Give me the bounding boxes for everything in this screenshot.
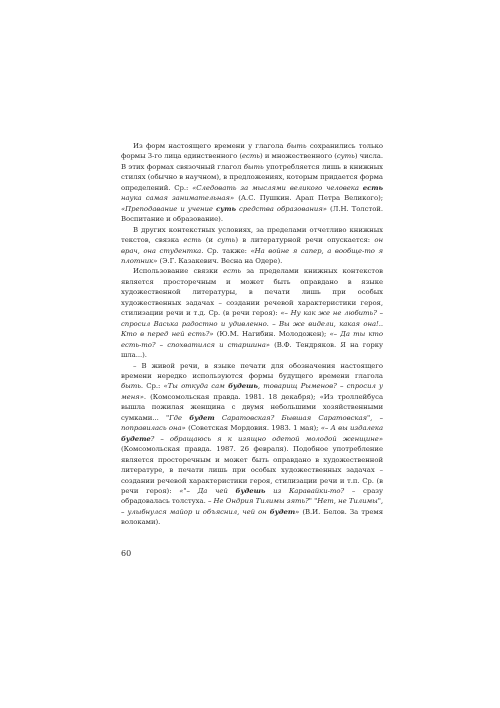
paragraph-4: – В живой речи, в языке печати для обозначения настоящего времени нередко используются формы будущего времени глагола быть. Ср.: «Ты откуда сам будешь, товарищ Рыменов? – спросил у меня». (Комсомольская правда. 1981. 18 декабря); «Из троллейбуса вышла пожилая женщина с двумя небольшими хозяйственными сумками... "Где будет Саратовская? Бывшая Саратовская", – поправилась она» (Советская Мордовия. 1983. 1 мая); «– А вы издалека будете? – обращаюсь я к изящно одетой молодой женщине» (Комсомольская правда. 1987. 26 февраля). Подобное употребление является просторечным и может быть оправдано в художественной литературе, в печати лишь при особых художественных задачах – создании речевой характеристики героя, стилизации речи и т.п. Ср. (в речи героя): «"– Да чей будешь из Каравайки-то? – сразу обрадовалась толстуха. – Не Ондрия Тилимы зять?" "Нет, не Тилимы", – улыбнулся майор и объяснил, чей он будет» (В.И. Белов. За тремя волоками). xyxy=(121,361,384,527)
paragraph-3: Использование связки есть за пределами книжных контекстов является просторечным и может быть оправдано в языке художественной литературы, в печати лишь при особых художественных задачах – создании речевой характеристики героя, стилизации речи и т.д. Ср. (в речи героя): «– Ну как же не любить? – спросил Васька радостно и удивленно. – Вы же видели, какая она!.. Кто в перед ней есть?» (Ю.М. Нагибин. Молодожен); «– Да ты кто есть-то? – спохватился и старшина» (В.Ф. Тендряков. Я на горку шла...). xyxy=(121,267,384,360)
paragraph-1: Из форм настоящего времени у глагола быть сохранились только формы 3-го лица единственного (есть) и множественного (суть) числа. В этих формах связочный глагол быть употребляется лишь в книжных стилях (обычно в научном), в предложениях, которым придается форма определений. Ср.: «Следовать за мыслями великого человека есть наука самая занимательная» (А.С. Пушкин. Арап Петра Великого); «Преподавание и учение суть средства образования» (Л.Н. Толстой. Воспитание и образование). xyxy=(121,142,384,224)
paragraph-2: В других контекстных условиях, за пределами отчетливо книжных текстов, связка есть (и суть) в литературной речи опускается: он врач, она студентка. Ср. также: «На войне я сапер, а вообще-то я плотник» (Э.Г. Казакевич. Весна на Одере). xyxy=(121,225,383,265)
page-number: 60 xyxy=(121,549,132,558)
page-body xyxy=(121,141,383,528)
